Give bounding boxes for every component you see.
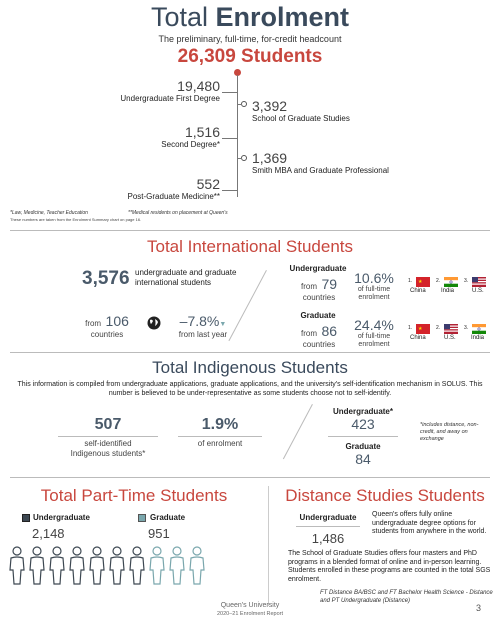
ds-ug-desc: Queen's offers fully online undergraduate degree options for students from anywhere in the world. — [372, 511, 487, 535]
enrol-item-label: Undergraduate First Degree — [120, 94, 220, 103]
intl-grad-pct — [350, 317, 398, 349]
indig-pct-label: of enrolment — [197, 439, 243, 448]
people-icon-row — [8, 546, 263, 586]
enrol-total: 26,309 Students — [177, 46, 323, 67]
ds-note: FT Distance BA/BSC and FT Bachelor Health Science - Distance and PT Undergraduate (Distance) — [320, 590, 493, 604]
intl-grad-from: from — [300, 329, 317, 338]
country-label: China — [410, 335, 426, 341]
down-arrow-icon: ▼ — [219, 321, 227, 328]
enrol-note-3: These numbers are taken from the Enrolment Summary chart on page 16. — [10, 217, 142, 222]
svg-text:★: ★ — [418, 279, 423, 285]
pt-ug-value: 2,148 — [32, 526, 65, 541]
indig-count-label: self-identified Indigenous students* — [70, 439, 146, 458]
divider — [10, 230, 490, 231]
divider — [283, 404, 313, 459]
intl-ug-pct-label: of full-time enrolment — [357, 286, 391, 301]
enrol-item-sgs — [252, 98, 412, 123]
intl-count-desc: undergraduate and graduate international students — [135, 268, 237, 287]
divider — [268, 486, 269, 606]
country-label: China — [410, 288, 426, 294]
intl-grad-heading: Graduate — [300, 311, 336, 320]
title-bold: Enrolment — [215, 2, 350, 32]
country-label: U.S. — [472, 288, 484, 294]
divider — [10, 352, 490, 353]
intl-ug-pct-value: 10.6% — [354, 270, 394, 286]
intl-grad-countries-label: countries — [302, 340, 336, 349]
rank-label: 1. — [408, 325, 413, 331]
rank-label: 1. — [408, 278, 413, 284]
indig-title: Total Indigenous Students — [152, 358, 348, 377]
page-title — [0, 2, 500, 33]
indig-ug-label: Undergraduate* — [332, 407, 393, 416]
pt-grad-value: 951 — [148, 526, 170, 541]
enrol-item-second — [100, 124, 220, 149]
enrol-note-2: **Medical residents on placement at Queen's — [128, 210, 228, 216]
rank-label: 3. — [464, 325, 469, 331]
footer-org: Queen's University — [220, 602, 280, 609]
ds-ug-value: 1,486 — [311, 531, 345, 546]
enrol-item-value: 19,480 — [177, 78, 220, 94]
intl-title: Total International Students — [146, 237, 354, 256]
indig-count: 507 — [94, 416, 122, 433]
intl-from: from — [85, 319, 102, 328]
title-light: Total — [150, 2, 208, 32]
pt-grad-label: Graduate — [150, 513, 186, 522]
enrol-item-label: Second Degree* — [161, 140, 220, 149]
timeline-line — [237, 75, 238, 197]
indig-desc: This information is compiled from undergraduate applications, graduate applications, and the university's self-identification mechanism in SOLUS. This number is believed to be under-representative as some students choose not to self-identify. — [17, 381, 483, 397]
enrol-item-ug — [100, 78, 220, 103]
enrol-item-value: 1,369 — [252, 150, 288, 166]
enrol-item-value: 1,516 — [184, 124, 220, 140]
country-label: India — [441, 288, 455, 294]
ds-ug-label: Undergraduate — [299, 513, 357, 522]
intl-change — [172, 313, 234, 339]
enrol-item-label: Post-Graduate Medicine** — [127, 192, 220, 201]
indig-pct-block — [178, 416, 262, 448]
intl-countries-count: 106 — [105, 313, 129, 329]
indig-note: *includes distance, non-credit, and away on exchange — [420, 422, 479, 442]
enrol-item-value: 3,392 — [252, 98, 288, 114]
intl-count: 3,576 — [82, 268, 130, 289]
indig-grad-label: Graduate — [345, 442, 381, 451]
china-flag-icon — [416, 321, 430, 331]
us-flag-icon — [472, 274, 486, 284]
enrol-item-pgm — [100, 176, 220, 201]
enrol-item-label: School of Graduate Studies — [252, 114, 350, 123]
rank-label: 3. — [464, 278, 469, 284]
intl-countries-label: countries — [90, 330, 124, 339]
indig-ug-value: 423 — [351, 416, 375, 432]
intl-ug-top-countries — [408, 270, 496, 300]
us-flag-icon — [444, 321, 458, 331]
ug-legend-swatch — [22, 514, 30, 522]
india-flag-icon — [444, 274, 458, 284]
intl-grad-countries-count: 86 — [321, 323, 338, 339]
intl-countries — [82, 313, 132, 339]
globe-icon — [147, 316, 161, 330]
indig-grad — [318, 442, 408, 467]
indig-count-block — [58, 416, 158, 459]
intl-grad-pct-value: 24.4% — [354, 317, 394, 333]
indig-ug — [318, 407, 408, 432]
enrol-item-value: 552 — [196, 176, 220, 192]
china-flag-icon — [416, 274, 430, 284]
pt-people-row — [8, 546, 263, 586]
footer-report: 2020–21 Enrolment Report — [216, 611, 284, 617]
ds-grad-desc: The School of Graduate Studies offers four masters and PhD programs in a blended format of online and in-person learning. Students enrolled in these programs are counted in the total SGS enrolment. — [288, 550, 491, 583]
intl-ug-countries-count: 79 — [321, 276, 338, 292]
rank-label: 2. — [436, 325, 441, 331]
rank-label: 2. — [436, 278, 441, 284]
intl-ug-countries-label: countries — [302, 293, 336, 302]
enrol-item-label: Smith MBA and Graduate Professional — [252, 166, 389, 175]
svg-text:★: ★ — [418, 326, 423, 332]
ds-title: Distance Studies Students — [285, 486, 485, 505]
intl-ug-pct — [350, 270, 398, 302]
country-label: U.S. — [444, 335, 456, 341]
intl-ug-countries — [294, 276, 344, 302]
intl-grad-top-countries — [408, 317, 496, 347]
india-flag-icon — [472, 321, 486, 331]
intl-ug-heading: Undergraduate — [289, 264, 347, 273]
intl-grad-countries — [294, 323, 344, 349]
intl-change-label: from last year — [178, 330, 228, 339]
enrol-item-smith — [252, 150, 442, 175]
enrol-note-1: *Law, Medicine, Teacher Education — [10, 210, 88, 216]
page-number: 3 — [476, 603, 482, 613]
indig-grad-value: 84 — [355, 451, 371, 467]
intl-change-value: –7.8% — [179, 313, 220, 329]
intl-grad-pct-label: of full-time enrolment — [357, 333, 391, 348]
indig-pct: 1.9% — [201, 416, 239, 433]
country-label: India — [471, 335, 485, 341]
ds-ug — [290, 513, 366, 546]
divider — [10, 477, 490, 478]
grad-legend-swatch — [138, 514, 146, 522]
pt-title: Total Part-Time Students — [40, 486, 228, 505]
pt-ug-label: Undergraduate — [33, 513, 90, 522]
intl-ug-from: from — [300, 282, 317, 291]
enrol-subtitle: The preliminary, full-time, for-credit headcount — [158, 34, 342, 44]
